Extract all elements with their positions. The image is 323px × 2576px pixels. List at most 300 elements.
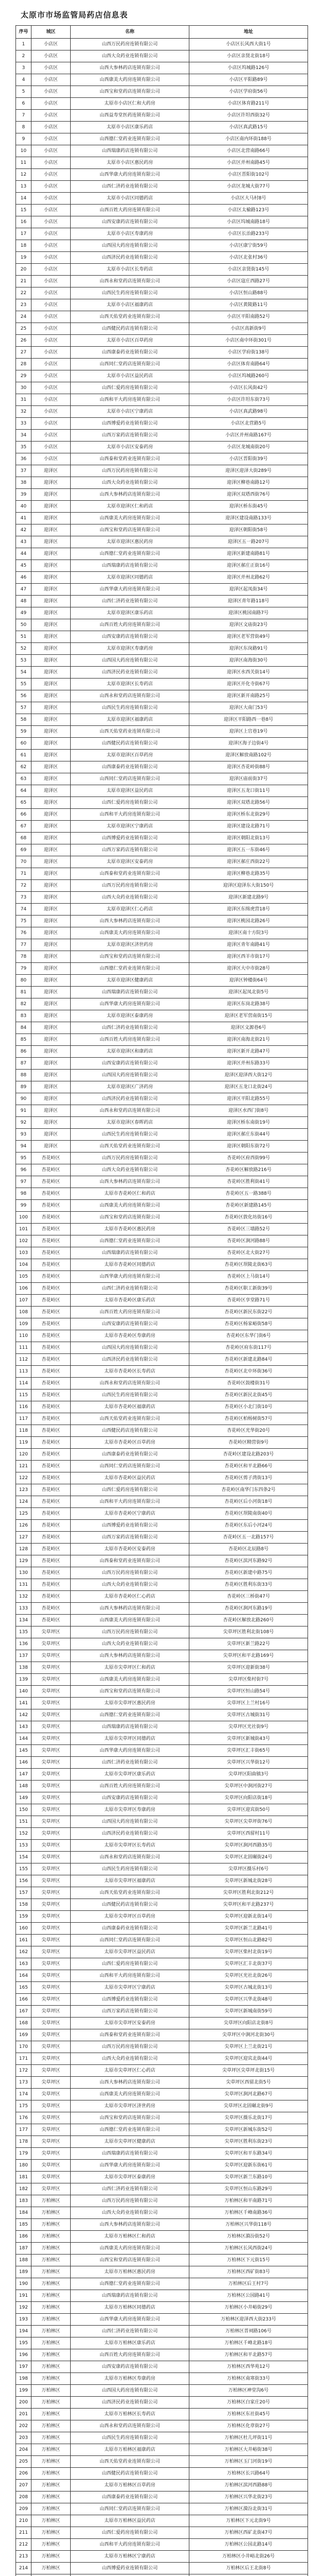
cell-index: 40 (16, 501, 31, 513)
cell-district: 迎泽区 (31, 465, 71, 477)
table-row (16, 560, 308, 572)
cell-address: 杏花岭区敦化坊街16号 (189, 1212, 308, 1224)
cell-index: 36 (16, 453, 31, 465)
cell-name: 山西德仁堂药业连锁有限公司 (71, 1235, 189, 1247)
table-row (16, 2124, 308, 2136)
cell-district: 迎泽区 (31, 643, 71, 655)
table-row (16, 299, 308, 311)
cell-name: 山西大众药业连锁有限公司 (71, 2053, 189, 2065)
cell-address: 迎泽区迎泽大街289号 (189, 465, 308, 477)
cell-name: 山西天佑堂药业连锁有限公司 (71, 1141, 189, 1153)
cell-index: 137 (16, 1650, 31, 1662)
cell-name: 山西宝和堂药店连锁有限公司 (71, 2255, 189, 2266)
cell-index: 19 (16, 252, 31, 264)
table-row (16, 761, 308, 773)
cell-name: 山西德仁堂药业连锁有限公司 (71, 133, 189, 145)
cell-index: 74 (16, 904, 31, 916)
table-row (16, 643, 308, 655)
cell-address: 小店区并州南路167号 (189, 430, 308, 442)
cell-name: 太原市杏花岭区同德药店 (71, 1259, 189, 1271)
table-row (16, 2195, 308, 2207)
cell-address: 尖草坪区柴村北街19号 (189, 1946, 308, 1958)
cell-address: 尖草坪区向阳店街18号 (189, 1792, 308, 1804)
cell-district: 小店区 (31, 145, 71, 157)
cell-index: 125 (16, 1508, 31, 1520)
table-row (16, 2492, 308, 2503)
cell-index: 55 (16, 679, 31, 690)
cell-index: 116 (16, 1401, 31, 1413)
cell-index: 76 (16, 927, 31, 939)
table-row (16, 548, 308, 560)
cell-index: 199 (16, 2385, 31, 2397)
cell-index: 184 (16, 2207, 31, 2219)
cell-district: 迎泽区 (31, 773, 71, 785)
cell-name: 太原市迎泽区惠民药房 (71, 536, 189, 548)
table-row (16, 406, 308, 418)
cell-district: 迎泽区 (31, 1010, 71, 1022)
cell-index: 57 (16, 702, 31, 714)
cell-index: 34 (16, 430, 31, 442)
cell-index: 163 (16, 1958, 31, 1970)
cell-address: 杏花岭区上马街14号 (189, 1271, 308, 1283)
table-row (16, 2243, 308, 2255)
cell-district: 尖草坪区 (31, 1852, 71, 1863)
cell-address: 杏花岭区北中环街36号 (189, 1366, 308, 1378)
cell-address: 迎泽区桥东街45号 (189, 501, 308, 513)
cell-name: 太原市迎泽区仁心药店 (71, 904, 189, 916)
cell-name: 山西同仁堂药店连锁有限公司 (71, 773, 189, 785)
cell-address: 小店区坞城南路18号 (189, 216, 308, 228)
cell-name: 太原市迎泽区长寿药店 (71, 679, 189, 690)
table-row (16, 690, 308, 702)
cell-index: 147 (16, 1769, 31, 1781)
table-row (16, 809, 308, 821)
cell-index: 33 (16, 418, 31, 430)
table-row (16, 1626, 308, 1638)
cell-name: 山西百姓大药房连锁有限公司 (71, 1034, 189, 1046)
cell-address: 小店区北营路5号 (189, 418, 308, 430)
table-row (16, 2456, 308, 2468)
table-row (16, 1034, 308, 1046)
cell-district: 迎泽区 (31, 631, 71, 643)
cell-name: 太原市尖草坪区济世药房 (71, 2100, 189, 2112)
cell-name: 山西济民药业连锁有限公司 (71, 1828, 189, 1840)
cell-address: 杏花岭区涧河路88号 (189, 1235, 308, 1247)
cell-district: 尖草坪区 (31, 2065, 71, 2077)
cell-address: 杏花岭区光华街20号 (189, 1425, 308, 1437)
cell-address: 杏花岭区涧河东路19号 (189, 1603, 308, 1615)
cell-index: 79 (16, 963, 31, 975)
cell-index: 59 (16, 726, 31, 738)
cell-index: 115 (16, 1389, 31, 1401)
cell-district: 迎泽区 (31, 797, 71, 809)
table-row (16, 1615, 308, 1626)
cell-index: 189 (16, 2266, 31, 2278)
cell-name: 太原市小店区惠民药房 (71, 157, 189, 169)
cell-address: 尖草坪区北固碾北街9号 (189, 2100, 308, 2112)
cell-address: 小店区体育南路64号 (189, 359, 308, 370)
cell-name: 太原市小店区宁康药店 (71, 406, 189, 418)
cell-district: 杏花岭区 (31, 1555, 71, 1567)
cell-index: 86 (16, 1046, 31, 1058)
cell-district: 小店区 (31, 228, 71, 240)
cell-address: 迎泽区文源巷6号 (189, 1022, 308, 1034)
cell-name: 太原市迎泽区仁和药店 (71, 501, 189, 513)
cell-name: 太原市尖草坪区同德药店 (71, 1733, 189, 1745)
cell-district: 杏花岭区 (31, 1508, 71, 1520)
cell-address: 小店区康宁街59号 (189, 240, 308, 252)
table-row (16, 2385, 308, 2397)
cell-index: 46 (16, 572, 31, 584)
cell-district: 尖草坪区 (31, 2183, 71, 2195)
table-header-row (16, 26, 308, 39)
cell-index: 193 (16, 2314, 31, 2326)
cell-district: 杏花岭区 (31, 1413, 71, 1425)
cell-address: 迎泽区桃园北路26号 (189, 916, 308, 927)
table-row (16, 1188, 308, 1200)
cell-district: 小店区 (31, 276, 71, 287)
table-row (16, 2148, 308, 2160)
cell-name: 山西民生药房连锁有限公司 (71, 1389, 189, 1401)
cell-index: 52 (16, 643, 31, 655)
cell-district: 万柏林区 (31, 2231, 71, 2243)
table-row (16, 1342, 308, 1354)
cell-district: 杏花岭区 (31, 1437, 71, 1449)
header-cell-name: 名称 (71, 26, 189, 39)
table-row (16, 370, 308, 382)
cell-index: 165 (16, 1982, 31, 1994)
table-row (16, 1650, 308, 1662)
cell-district: 杏花岭区 (31, 1271, 71, 1283)
cell-index: 185 (16, 2219, 31, 2231)
table-row (16, 50, 308, 62)
cell-name: 太原市尖草坪区仁心药店 (71, 2065, 189, 2077)
cell-index: 73 (16, 892, 31, 904)
cell-name: 山西国大药房连锁有限公司 (71, 1342, 189, 1354)
cell-district: 尖草坪区 (31, 1626, 71, 1638)
cell-district: 尖草坪区 (31, 1674, 71, 1686)
cell-district: 小店区 (31, 216, 71, 228)
table-row (16, 1389, 308, 1401)
cell-district: 杏花岭区 (31, 1484, 71, 1496)
cell-district: 迎泽区 (31, 987, 71, 998)
cell-index: 204 (16, 2444, 31, 2456)
cell-name: 山西同仁堂药店连锁有限公司 (71, 359, 189, 370)
cell-index: 105 (16, 1271, 31, 1283)
table-row (16, 1070, 308, 1081)
cell-name: 山西济民药业连锁有限公司 (71, 2397, 189, 2409)
cell-address: 迎泽区钟楼街64号 (189, 975, 308, 987)
cell-index: 212 (16, 2539, 31, 2551)
cell-index: 209 (16, 2503, 31, 2515)
cell-address: 万柏林区白家庄20号 (189, 2397, 308, 2409)
cell-address: 杏花岭区鼓楼街31号 (189, 1378, 308, 1389)
cell-name: 太原市万柏林区百草药房 (71, 2480, 189, 2492)
cell-district: 杏花岭区 (31, 1496, 71, 1508)
cell-name: 山西华康大药房连锁有限公司 (71, 998, 189, 1010)
cell-address: 迎泽区南海街30号 (189, 655, 308, 667)
cell-name: 山西康泰药业连锁有限公司 (71, 1449, 189, 1461)
cell-address: 万柏林区后王北街8号 (189, 2563, 308, 2574)
cell-index: 58 (16, 714, 31, 726)
table-row (16, 2089, 308, 2100)
cell-name: 太原市迎泽区济世药房 (71, 939, 189, 951)
table-row (16, 1496, 308, 1508)
cell-district: 迎泽区 (31, 916, 71, 927)
cell-index: 192 (16, 2302, 31, 2314)
cell-district: 万柏林区 (31, 2361, 71, 2373)
cell-name: 山西健民药店连锁有限公司 (71, 323, 189, 335)
cell-index: 130 (16, 1567, 31, 1579)
cell-address: 迎泽区上官巷19号 (189, 726, 308, 738)
table-row (16, 2231, 308, 2243)
table-row (16, 1875, 308, 1887)
cell-name: 山西大参林药店连锁有限公司 (71, 2219, 189, 2231)
table-row (16, 1958, 308, 1970)
cell-name: 太原市尖草坪区福康药店 (71, 1875, 189, 1887)
cell-index: 28 (16, 359, 31, 370)
cell-name: 山西百姓大药房连锁有限公司 (71, 2349, 189, 2361)
cell-address: 杏花岭区五一北路157号 (189, 1532, 308, 1544)
cell-address: 尖草坪区尖草坪街76号 (189, 1816, 308, 1828)
table-row (16, 347, 308, 359)
cell-district: 杏花岭区 (31, 1307, 71, 1318)
table-row (16, 714, 308, 726)
cell-district: 小店区 (31, 74, 71, 86)
cell-address: 迎泽区平阳路西一巷8号 (189, 714, 308, 726)
cell-index: 197 (16, 2361, 31, 2373)
cell-address: 杏花岭区坝陵北街63号 (189, 1259, 308, 1271)
cell-address: 迎泽区水西关街14号 (189, 667, 308, 679)
cell-name: 山西国大药房连锁有限公司 (71, 240, 189, 252)
cell-address: 万柏林区杜儿坪街11号 (189, 2432, 308, 2444)
cell-district: 小店区 (31, 50, 71, 62)
cell-district: 尖草坪区 (31, 1745, 71, 1757)
cell-district: 杏花岭区 (31, 1164, 71, 1176)
header-cell-index: 序号 (16, 26, 31, 39)
cell-index: 201 (16, 2409, 31, 2420)
table-row (16, 2349, 308, 2361)
cell-address: 尖草坪区古城街31号 (189, 1709, 308, 1721)
cell-name: 山西华康大药房连锁有限公司 (71, 584, 189, 596)
cell-address: 杏花岭区府东街117号 (189, 1342, 308, 1354)
table-row (16, 252, 308, 264)
cell-name: 太原市迎泽区康乐药店 (71, 607, 189, 619)
cell-address: 迎泽区庙前街37号 (189, 773, 308, 785)
cell-name: 太原市万柏林区康乐药店 (71, 2337, 189, 2349)
cell-address: 迎泽区双塔北路56号 (189, 797, 308, 809)
cell-name: 太原市万柏林区福康药店 (71, 2444, 189, 2456)
cell-district: 迎泽区 (31, 1070, 71, 1081)
cell-name: 山西大参林药店连锁有限公司 (71, 62, 189, 74)
table-row (16, 1567, 308, 1579)
cell-address: 迎泽区并州北路62号 (189, 572, 308, 584)
cell-name: 山西康美大药房连锁有限公司 (71, 1674, 189, 1686)
cell-index: 50 (16, 619, 31, 631)
cell-district: 迎泽区 (31, 951, 71, 963)
cell-name: 山西华康大药房连锁有限公司 (71, 169, 189, 181)
cell-name: 太原市杏花岭区长寿药店 (71, 1366, 189, 1378)
cell-index: 88 (16, 1070, 31, 1081)
cell-index: 134 (16, 1615, 31, 1626)
cell-address: 迎泽区桥东北街29号 (189, 809, 308, 821)
cell-name: 太原市万柏林区宁康药店 (71, 2551, 189, 2563)
cell-district: 迎泽区 (31, 726, 71, 738)
cell-district: 小店区 (31, 359, 71, 370)
cell-index: 106 (16, 1283, 31, 1295)
cell-district: 小店区 (31, 406, 71, 418)
cell-index: 61 (16, 750, 31, 761)
cell-district: 小店区 (31, 62, 71, 74)
cell-district: 万柏林区 (31, 2432, 71, 2444)
cell-address: 杏花岭区解放北路260号 (189, 1615, 308, 1626)
cell-name: 太原市尖草坪区益民药店 (71, 1946, 189, 1958)
cell-name: 山西宝和堂药店连锁有限公司 (71, 2112, 189, 2124)
cell-address: 小店区高新街9号 (189, 323, 308, 335)
cell-name: 山西天佑堂药业连锁有限公司 (71, 726, 189, 738)
cell-district: 迎泽区 (31, 667, 71, 679)
cell-name: 太原市万柏林区益民药店 (71, 2515, 189, 2527)
cell-index: 63 (16, 773, 31, 785)
cell-district: 尖草坪区 (31, 2089, 71, 2100)
cell-index: 145 (16, 1745, 31, 1757)
cell-district: 万柏林区 (31, 2527, 71, 2539)
table-row (16, 2409, 308, 2420)
cell-district: 尖草坪区 (31, 1781, 71, 1792)
table-row (16, 2006, 308, 2018)
cell-district: 迎泽区 (31, 489, 71, 501)
cell-name: 山西万民药房连锁有限公司 (71, 465, 189, 477)
cell-name: 山西仁济药业连锁有限公司 (71, 1283, 189, 1295)
table-row (16, 1484, 308, 1496)
cell-name: 山西博爱药业连锁有限公司 (71, 833, 189, 844)
cell-district: 杏花岭区 (31, 1401, 71, 1413)
cell-index: 99 (16, 1200, 31, 1212)
cell-address: 万柏林区下元街15号 (189, 2255, 308, 2266)
cell-name: 山西健民药店连锁有限公司 (71, 738, 189, 750)
cell-address: 杏花岭区新建路145号 (189, 1200, 308, 1212)
document-title: 太原市市场监管局药店信息表 (21, 10, 128, 20)
cell-district: 小店区 (31, 122, 71, 133)
table-row (16, 205, 308, 216)
table-row (16, 145, 308, 157)
cell-district: 杏花岭区 (31, 1378, 71, 1389)
cell-district: 尖草坪区 (31, 1757, 71, 1769)
cell-name: 山西济民药业连锁有限公司 (71, 1093, 189, 1105)
cell-index: 198 (16, 2373, 31, 2385)
cell-district: 尖草坪区 (31, 1650, 71, 1662)
cell-district: 迎泽区 (31, 844, 71, 856)
cell-name: 山西万家药店连锁有限公司 (71, 430, 189, 442)
table-row (16, 453, 308, 465)
cell-name: 山西国大药房连锁有限公司 (71, 2385, 189, 2397)
cell-address: 尖草坪区恒山北路82号 (189, 1935, 308, 1946)
cell-index: 21 (16, 276, 31, 287)
cell-address: 杏花岭区小北门街10号 (189, 1401, 308, 1413)
table-row (16, 1271, 308, 1283)
cell-index: 133 (16, 1603, 31, 1615)
cell-index: 75 (16, 916, 31, 927)
cell-address: 小店区黄陵路11号 (189, 299, 308, 311)
cell-district: 迎泽区 (31, 513, 71, 524)
cell-district: 杏花岭区 (31, 1247, 71, 1259)
cell-index: 177 (16, 2124, 31, 2136)
cell-address: 杏花岭区职工新街39号 (189, 1283, 308, 1295)
cell-address: 迎泽区大南门53号 (189, 702, 308, 714)
cell-name: 山西万民药房连锁有限公司 (71, 1153, 189, 1164)
cell-index: 101 (16, 1224, 31, 1235)
cell-district: 万柏林区 (31, 2397, 71, 2409)
cell-index: 85 (16, 1034, 31, 1046)
cell-name: 山西大众药业连锁有限公司 (71, 2207, 189, 2219)
table-row (16, 1366, 308, 1378)
cell-district: 小店区 (31, 169, 71, 181)
cell-name: 山西宝和堂药店连锁有限公司 (71, 1212, 189, 1224)
cell-address: 万柏林区神堂沟6号 (189, 2385, 308, 2397)
cell-index: 113 (16, 1366, 31, 1378)
table-row (16, 2100, 308, 2112)
cell-name: 山西大参林药店连锁有限公司 (71, 1603, 189, 1615)
cell-address: 迎泽区起凤街34号 (189, 584, 308, 596)
table-row (16, 1472, 308, 1484)
cell-address: 小店区北张村36号 (189, 252, 308, 264)
cell-name: 山西百姓大药房连锁有限公司 (71, 1307, 189, 1318)
cell-district: 迎泽区 (31, 738, 71, 750)
cell-address: 迎泽区朝阳街58号 (189, 524, 308, 536)
cell-index: 92 (16, 1117, 31, 1129)
table-row (16, 489, 308, 501)
cell-address: 小店区南中环街301号 (189, 335, 308, 347)
cell-district: 尖草坪区 (31, 1935, 71, 1946)
cell-index: 136 (16, 1638, 31, 1650)
cell-district: 万柏林区 (31, 2551, 71, 2563)
cell-name: 山西大众药业连锁有限公司 (71, 50, 189, 62)
table-row (16, 394, 308, 406)
cell-index: 172 (16, 2065, 31, 2077)
cell-name: 山西永和堂药店连锁有限公司 (71, 1105, 189, 1117)
cell-district: 万柏林区 (31, 2207, 71, 2219)
cell-address: 万柏林区大井峪街38号 (189, 2444, 308, 2456)
table-body (16, 39, 308, 2576)
cell-district: 小店区 (31, 382, 71, 394)
cell-index: 117 (16, 1413, 31, 1425)
cell-name: 山西仁济药业连锁有限公司 (71, 1022, 189, 1034)
table-row (16, 276, 308, 287)
table-row (16, 1200, 308, 1212)
cell-district: 尖草坪区 (31, 2053, 71, 2065)
cell-address: 小店区并州南路45号 (189, 157, 308, 169)
cell-index: 30 (16, 382, 31, 394)
cell-address: 万柏林区西矿街83号 (189, 2266, 308, 2278)
cell-district: 尖草坪区 (31, 2136, 71, 2148)
cell-district: 尖草坪区 (31, 1970, 71, 1982)
cell-name: 山西大众药业连锁有限公司 (71, 1638, 189, 1650)
table-row (16, 2337, 308, 2349)
table-row (16, 1153, 308, 1164)
cell-name: 太原市小店区益民药店 (71, 370, 189, 382)
cell-address: 尖草坪区古城北街13号 (189, 1982, 308, 1994)
cell-index: 200 (16, 2397, 31, 2409)
cell-district: 尖草坪区 (31, 2100, 71, 2112)
cell-name: 山西仁济药业连锁有限公司 (71, 2183, 189, 2195)
cell-index: 214 (16, 2563, 31, 2574)
cell-district: 万柏林区 (31, 2195, 71, 2207)
cell-index: 213 (16, 2551, 31, 2563)
cell-address: 杏花岭区南华门东四条2号 (189, 1484, 308, 1496)
cell-index: 93 (16, 1129, 31, 1141)
table-row (16, 1828, 308, 1840)
cell-name: 山西泰和堂药业连锁有限公司 (71, 2029, 189, 2041)
